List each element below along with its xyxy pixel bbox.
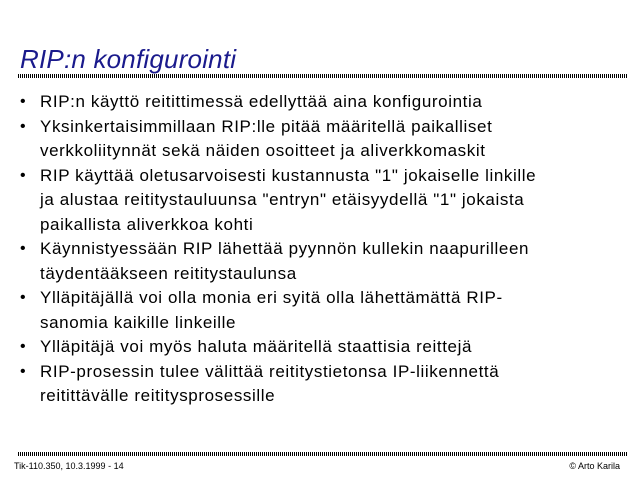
bullet-icon: • [20,338,27,355]
bullet-item [18,90,618,115]
bullet-icon: • [20,166,27,184]
bullet-item [18,335,618,360]
bullet-icon: • [20,362,27,380]
bullet-text: RIP:n käyttö reitittimessä edellyttää aina konfigurointia [40,92,483,111]
footer-course-info: Tik-110.350, 10.3.1999 - 14 [14,461,124,471]
bullet-text: RIP käyttää oletusarvoisesti kustannusta "1" jokaiselle linkille ja alustaa reititystauluunsa "entryn" etäisyydellä "1" jokaista paikallista aliverkkoa kohti [40,165,537,234]
bullet-item [18,237,618,286]
footer-copyright: © Arto Karila [569,461,620,471]
bullet-icon: • [20,240,27,257]
bullet-item [18,164,618,238]
bullet-icon: • [20,117,27,135]
bullet-icon: • [20,289,27,306]
bullet-text: Ylläpitäjä voi myös haluta määritellä staattisia reittejä [40,337,472,356]
bullet-text: RIP-prosessin tulee välittää reititystietonsa IP-liikennettä reitittävälle reititysprosessille [40,361,500,405]
bullet-icon: • [20,93,27,110]
bullet-text: Ylläpitäjällä voi olla monia eri syitä olla lähettämättä RIP- sanomia kaikille linkeille [40,288,503,332]
bullet-item [18,360,618,409]
bullet-item [18,115,618,164]
bullet-text: Käynnistyessään RIP lähettää pyynnön kullekin naapurilleen täydentääkseen reititystaulunsa [40,239,530,283]
bullet-text: Yksinkertaisimmillaan RIP:lle pitää määritellä paikalliset verkkoliitynnät sekä näiden osoitteet ja aliverkkomaskit [40,116,493,160]
bullet-list [18,90,618,409]
title-divider [18,74,628,78]
bullet-item [18,286,618,335]
footer-divider [18,452,628,456]
slide-title: RIP:n konfigurointi [20,44,237,74]
